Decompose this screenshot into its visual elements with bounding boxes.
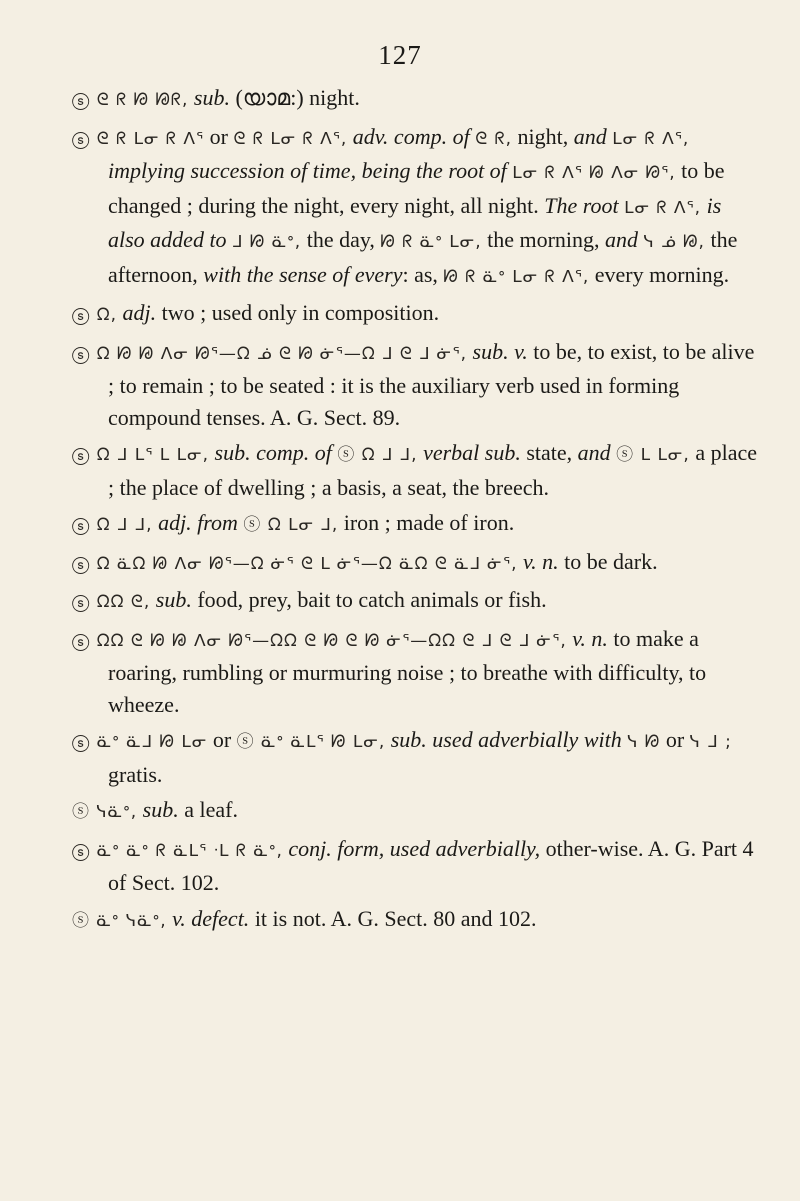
vernacular-text: ⓢ ᘯ ᒪᓂ ᒧ, [243, 515, 339, 535]
definition-text: sub. used adverbially with [385, 727, 628, 752]
definition-text: sub. [150, 587, 198, 612]
vernacular-text: ᘓ ᖇ ᒪᓂ ᖇ ᐱᕐ, [233, 128, 348, 149]
definition-text: iron ; made of iron. [338, 510, 515, 535]
entry-headword: ⓢ ᘓ ᖇ ᒪᓂ ᖇ ᐱᕐ [72, 128, 205, 149]
definition-text: or [660, 727, 690, 752]
definition-text: the afternoon, [108, 227, 738, 287]
vernacular-text: ᘙ ᖇ ᓏᐤ ᒪᓂ ᖇ ᐱᕐ, [443, 266, 590, 287]
entry-list [72, 82, 762, 941]
definition-text: verbal sub. [417, 440, 527, 465]
vernacular-text: ᒪᓂ ᖇ ᐱᕐ, [612, 128, 690, 149]
definition-text: state, [526, 440, 578, 465]
vernacular-text: ᓭ ᒧ ; [689, 732, 732, 752]
definition-text: to make a roaring, rumbling or murmuring noise ; to breathe with difficulty, to wheeze. [108, 625, 707, 717]
definition-text: or [207, 727, 237, 752]
entry-headword: ⓢ ᓏᐤ ᓭᓏᐤ, [72, 910, 167, 931]
definition-text: : as, [402, 261, 444, 287]
vernacular-text: ᓭ ᓅ ᘘ, [643, 232, 705, 252]
vernacular-text: ᘙ ᖇ ᓏᐤ ᒪᓂ, [380, 232, 482, 252]
definition-text: The root [544, 192, 625, 218]
dictionary-entry [72, 546, 762, 581]
definition-text: sub. [188, 85, 236, 110]
vernacular-text: ᒧ ᘙ ᓏᐤ, [232, 232, 302, 252]
definition-text: two ; used only in composition. [161, 300, 440, 325]
vernacular-text: ᘓ ᖇ, [475, 128, 513, 149]
entry-headword: ⓢ ᘯ ᒧ ᒪᕐ ᒪ ᒪᓂ, [72, 445, 210, 465]
vernacular-text: ᒪᓂ ᖇ ᐱᕐ, [624, 197, 702, 218]
dictionary-entry [72, 833, 762, 899]
entry-headword: ⓢ ᘯ, [72, 305, 118, 325]
definition-text: to be changed ; during the night, every night, all night. [108, 158, 725, 218]
entry-headword: ⓢ ᘯ ᒧ ᒧ, [72, 515, 153, 535]
entry-headword: ⓢ ᘯᘯ ᘓ, [72, 592, 151, 612]
dictionary-entry [72, 437, 762, 503]
definition-text: adj. [117, 300, 162, 325]
definition-text: v. n. [566, 625, 614, 651]
dictionary-entry [72, 121, 762, 294]
entry-headword: ⓢ ᘓ ᖇ ᘙ ᘘᖇ, [72, 90, 189, 110]
definition-text: conj. form, used adverbially, [282, 835, 546, 861]
definition-text: to be dark. [564, 548, 658, 574]
definition-text: with the sense of every [203, 261, 403, 287]
definition-text: a place ; the place of dwelling ; a basis, a seat, the breech. [108, 440, 757, 500]
definition-text: other-wise. A. G. Part 4 of Sect. 102. [108, 835, 754, 895]
definition-text: v. n. [517, 548, 565, 574]
definition-text: a leaf. [184, 797, 238, 822]
dictionary-entry [72, 297, 762, 332]
dictionary-entry [72, 724, 762, 790]
definition-text: and [573, 123, 613, 149]
dictionary-entry [72, 903, 762, 938]
definition-text: adv. comp. of [347, 123, 476, 149]
definition-text: sub. comp. of [209, 440, 338, 465]
definition-text: every morning. [589, 261, 730, 287]
definition-text: (യാമ:) night. [235, 85, 360, 110]
entry-headword: ⓢ ᓏᐤ ᓏᐤ ᖇ ᓏᒪᕐ ᐧᒪ ᖇ ᓏᐤ, [72, 840, 283, 861]
definition-text: sub. v. [467, 338, 534, 364]
definition-text: implying succession of time, being the root of [108, 158, 513, 183]
definition-text: and [577, 440, 617, 465]
vernacular-text: ⓢ ᘯ ᒧ ᒧ, [337, 445, 418, 465]
definition-text: food, prey, bait to catch animals or fish. [197, 587, 547, 612]
vernacular-text: ᒪᓂ ᖇ ᐱᕐ ᘘ ᐱᓂ ᘙᕐ, [512, 163, 676, 183]
definition-text: or [204, 123, 234, 149]
dictionary-entry [72, 336, 762, 434]
dictionary-entry [72, 82, 762, 117]
vernacular-text: ᓭ ᘙ [627, 732, 661, 752]
dictionary-entry [72, 584, 762, 619]
dictionary-entry [72, 794, 762, 829]
entry-headword: ⓢ ᓏᐤ ᓏᒧ ᘙ ᒪᓂ [72, 732, 208, 752]
definition-text: v. defect. [166, 905, 255, 931]
definition-text: the morning, [481, 227, 606, 252]
vernacular-text: ⓢ ᒪ ᒪᓂ, [616, 445, 690, 465]
entry-headword: ⓢ ᘯ ᘙ ᘘ ᐱᓂ ᘙᕐ—ᘯ ᓅ ᘓ ᘙ ᓃᕐ—ᘯ ᒧ ᘓ ᒧ ᓃᕐ, [72, 343, 468, 364]
entry-headword: ⓢ ᘯᘯ ᘓ ᘙ ᘘ ᐱᓂ ᘙᕐ—ᘯᘯ ᘓ ᘙ ᘓ ᘙ ᓃᕐ—ᘯᘯ ᘓ ᒧ ᘓ ᒧ ᓃᕐ, [72, 630, 567, 651]
entry-headword: ⓢ ᓭᓏᐤ, [72, 802, 138, 822]
dictionary-entry [72, 623, 762, 721]
page-number: 127 [378, 40, 422, 70]
definition-text: gratis. [108, 761, 163, 787]
definition-text: the day, [301, 227, 381, 252]
entry-headword: ⓢ ᘯ ᓏᘯ ᘘ ᐱᓂ ᘙᕐ—ᘯ ᓃᕐ ᘓ ᒪ ᓃᕐ—ᘯ ᓏᘯ ᘓ ᓏᒧ ᓃᕐ, [72, 553, 518, 574]
definition-text: is also added to [108, 192, 722, 252]
definition-text: and [605, 227, 644, 252]
definition-text: it is not. A. G. Sect. 80 and 102. [254, 905, 537, 931]
definition-text: night, [512, 123, 574, 149]
definition-text: sub. [137, 797, 185, 822]
dictionary-entry [72, 507, 762, 542]
vernacular-text: ⓢ ᓏᐤ ᓏᒪᕐ ᘙ ᒪᓂ, [236, 732, 386, 752]
definition-text: to be, to exist, to be alive ; to remain ; to be seated : it is the auxiliary verb used in forming compound tenses. A. G. Sect. 89. [108, 338, 755, 430]
definition-text: adj. from [152, 510, 244, 535]
